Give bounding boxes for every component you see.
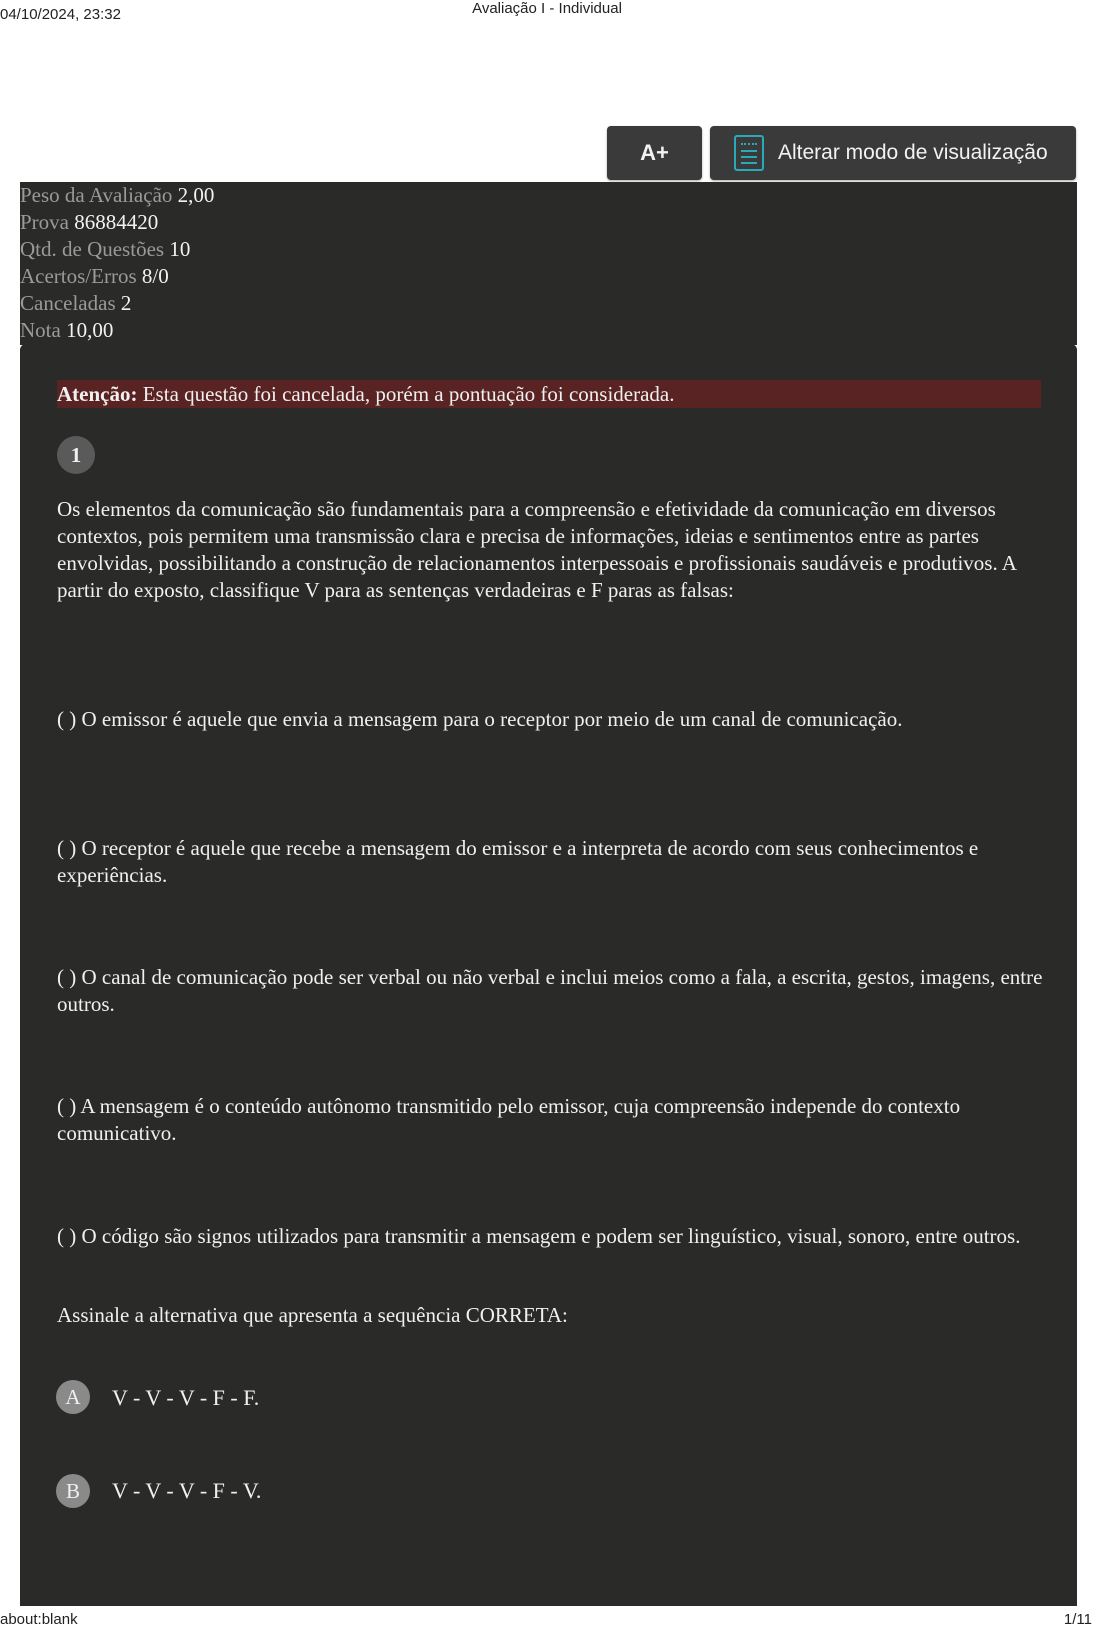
statement-5: ( ) O código são signos utilizados para transmitir a mensagem e podem ser linguístico, visual, sonoro, entre outros. <box>57 1224 1021 1248</box>
document-list-icon <box>734 135 764 171</box>
info-row-weight <box>20 182 1077 209</box>
info-value: 10 <box>169 237 191 261</box>
toolbar <box>607 126 1076 180</box>
statement-2: ( ) O receptor é aquele que recebe a mensagem do emissor e a interpreta de acordo com seus conhecimentos e experiências. <box>57 836 979 887</box>
info-label: Qtd. de Questões <box>20 237 165 261</box>
cancelled-alert <box>57 380 1041 408</box>
info-label: Peso da Avaliação <box>20 183 173 207</box>
print-datetime: 04/10/2024, 23:32 <box>0 6 121 23</box>
info-row-cancelled <box>20 290 1077 317</box>
change-view-mode-button[interactable] <box>710 126 1076 180</box>
info-value: 2,00 <box>177 183 215 207</box>
statement-3: ( ) O canal de comunicação pode ser verbal ou não verbal e inclui meios como a fala, a escrita, gestos, imagens, entre outros. <box>57 965 1043 1016</box>
statement-1: ( ) O emissor é aquele que envia a mensagem para o receptor por meio de um canal de comunicação. <box>57 707 903 731</box>
change-view-mode-label: Alterar modo de visualização <box>778 141 1048 164</box>
info-label: Prova <box>20 210 69 234</box>
option-a-letter[interactable]: A <box>56 1380 90 1414</box>
info-row-grade <box>20 317 1077 344</box>
info-label: Nota <box>20 318 61 342</box>
print-page-title: Avaliação I - Individual <box>472 0 622 17</box>
info-label: Canceladas <box>20 291 116 315</box>
question-instruction: Assinale a alternativa que apresenta a sequência CORRETA: <box>57 1303 568 1327</box>
info-row-hits-misses <box>20 263 1077 290</box>
increase-font-button[interactable]: A+ <box>607 126 702 180</box>
statement-4: ( ) A mensagem é o conteúdo autônomo transmitido pelo emissor, cuja compreensão independe do contexto comunicativo. <box>57 1094 961 1145</box>
option-b-text[interactable]: V - V - V - F - V. <box>112 1478 262 1503</box>
info-row-exam <box>20 209 1077 236</box>
option-a-text[interactable]: V - V - V - F - F. <box>112 1385 260 1410</box>
info-value: 10,00 <box>66 318 114 342</box>
print-url: about:blank <box>0 1611 78 1628</box>
info-value: 86884420 <box>74 210 159 234</box>
print-page-number: 1/11 <box>1063 1611 1092 1628</box>
alert-label: Atenção: <box>57 382 138 406</box>
question-intro: Os elementos da comunicação são fundamentais para a compreensão e efetividade da comunicação em diversos contextos, pois permitem uma transmissão clara e precisa de informações, ideias e sentimentos entre as partes envolvidas, possibilitando a construção de relacionamentos interpessoais e profissionais saudáveis e produtivos. A partir do exposto, classifique V para as sentenças verdadeiras e F paras as falsas: <box>57 497 1016 602</box>
question-panel <box>20 344 1077 1606</box>
alert-text: Esta questão foi cancelada, porém a pontuação foi considerada. <box>142 382 675 406</box>
info-value: 8/0 <box>141 264 169 288</box>
option-b-letter[interactable]: B <box>56 1474 90 1508</box>
question-number-badge: 1 <box>57 436 95 474</box>
assessment-info-panel <box>20 182 1077 345</box>
info-row-question-count <box>20 236 1077 263</box>
info-value: 2 <box>120 291 132 315</box>
info-label: Acertos/Erros <box>20 264 137 288</box>
